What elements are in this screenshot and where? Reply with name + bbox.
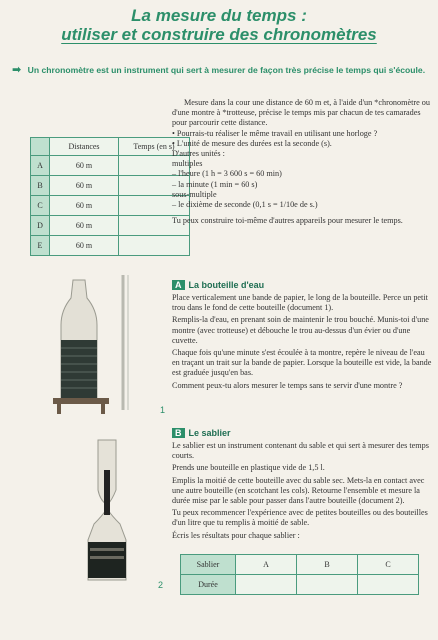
units-title: D'autres unités : (172, 149, 225, 159)
unit-line: – le dixième de seconde (0,1 s = 1/10e de s.) (172, 200, 318, 210)
section-b-text (172, 441, 432, 541)
duree-cell (358, 575, 419, 595)
figure-number-1: 1 (160, 405, 166, 415)
paragraph: Tu peux construire toi-même d'autres appareils pour mesurer le temps. (172, 216, 403, 226)
distance-cell: 60 m (50, 196, 119, 216)
paragraph: Mesure dans la cour une distance de 60 m et, à l'aide d'un *chronomètre ou d'une montre à *trotteuse, précise le temps mis par chacun de tes camarades pour parcourir cette distance. (172, 98, 430, 128)
paragraph: Chaque fois qu'une minute s'est écoulée à ta montre, repère le niveau de l'eau en traçant un trait sur la bande de papier. Lorsque la bouteille est vide, la bande est graduée jusqu'en bas. (172, 348, 432, 378)
col-header-distances: Distances (50, 138, 119, 156)
table-row (31, 236, 190, 256)
paragraph: Remplis-la d'eau, en prenant soin de maintenir le trou bouché. Munis-toi d'une montre (avec trotteuse) et débouche le trou au-dessus d'un évier ou d'une cuvette. (172, 315, 429, 345)
section-badge: B (172, 428, 185, 438)
row-label: C (31, 196, 50, 216)
paragraph: • L'unité de mesure des durées est la seconde (s). (172, 138, 332, 148)
sablier-table (180, 554, 419, 595)
section-badge: A (172, 280, 185, 290)
distances-table (30, 137, 190, 256)
page-title (0, 6, 438, 44)
intro-instructions (172, 98, 432, 226)
row-label: E (31, 236, 50, 256)
intro-paragraph (12, 65, 432, 76)
table-row (31, 216, 190, 236)
unit-line: – la minute (1 min = 60 s) (172, 179, 258, 189)
figure-number-2: 2 (158, 580, 164, 590)
paragraph: Écris les résultats pour chaque sablier : (172, 530, 300, 540)
section-title: La bouteille d'eau (188, 280, 265, 290)
paragraph: Tu peux recommencer l'expérience avec de petites bouteilles ou des bouteilles d'un litre que tu remplis à moitié de sable. (172, 508, 428, 528)
intro-text: Un chronomètre est un instrument qui sert à mesurer de façon très précise le temps qui s'écoule. (27, 65, 426, 75)
hourglass-photo (60, 430, 155, 590)
paragraph: Le sablier est un instrument contenant du sable et qui sert à mesurer des temps courts. (172, 441, 429, 461)
table-row (31, 176, 190, 196)
title-line-2: utiliser et construire des chronomètres (61, 25, 377, 44)
paragraph: Comment peux-tu alors mesurer le temps sans te servir d'une montre ? (172, 380, 403, 390)
paragraph: Place verticalement une bande de papier, le long de la bouteille. Perce un petit trou dans le fond de cette bouteille (document 1). (172, 293, 428, 313)
distance-cell: 60 m (50, 236, 119, 256)
table-corner (31, 138, 50, 156)
units-label: sous-multiple (172, 189, 217, 199)
duree-cell (236, 575, 297, 595)
sablier-col-b: B (297, 555, 358, 575)
section-title: Le sablier (188, 428, 231, 438)
paragraph: • Pourrais-tu réaliser le même travail en utilisant une horloge ? (172, 128, 378, 138)
sablier-header: Sablier (181, 555, 236, 575)
row-label: A (31, 156, 50, 176)
distance-cell: 60 m (50, 176, 119, 196)
section-b-heading (172, 428, 231, 438)
paragraph: Prends une bouteille en plastique vide de 1,5 l. (172, 463, 325, 473)
sablier-col-a: A (236, 555, 297, 575)
paragraph: Emplis la moitié de cette bouteille avec du sable sec. Mets-la en contact avec une autre bouteille (en scotchant les cols). Retourne l'ensemble et mesure la durée mise par le sable pour passer dans l'autre bouteille (document 2). (172, 475, 425, 506)
sablier-col-c: C (358, 555, 419, 575)
time-cell (119, 236, 190, 256)
col-header-time: Temps (en s) (119, 138, 190, 156)
water-bottle-photo (35, 270, 160, 420)
section-a-heading (172, 280, 264, 290)
title-line-1: La mesure du temps : (131, 6, 307, 25)
row-label: B (31, 176, 50, 196)
section-a-text (172, 293, 432, 391)
distance-cell: 60 m (50, 156, 119, 176)
units-label: multiples (172, 159, 203, 169)
duree-cell (297, 575, 358, 595)
table-row (31, 156, 190, 176)
row-label: D (31, 216, 50, 236)
table-row (31, 196, 190, 216)
unit-line: – l'heure (1 h = 3 600 s = 60 min) (172, 169, 282, 179)
duree-label: Durée (181, 575, 236, 595)
distance-cell: 60 m (50, 216, 119, 236)
double-arrow-icon: ➡ (12, 64, 22, 76)
